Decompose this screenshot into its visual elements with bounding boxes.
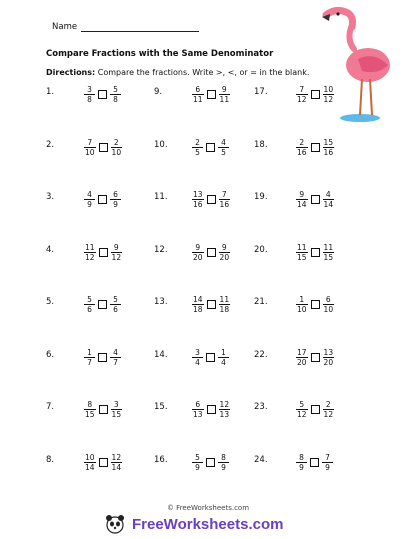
worksheet-title: Compare Fractions with the Same Denominator	[46, 49, 274, 59]
numerator: 1	[299, 295, 305, 304]
numerator: 11	[297, 242, 307, 252]
fraction-comparison	[296, 400, 334, 419]
problem	[254, 138, 354, 170]
denominator: 13	[219, 410, 230, 419]
denominator: 15	[85, 410, 95, 419]
flamingo-eye	[336, 12, 339, 15]
denominator: 14	[297, 200, 307, 209]
answer-box[interactable]	[311, 90, 320, 99]
numerator: 7	[221, 190, 227, 199]
denominator: 9	[87, 200, 92, 209]
fraction	[84, 85, 95, 104]
problem-number: 16.	[154, 454, 168, 465]
fraction	[111, 400, 123, 419]
problem-number: 11.	[154, 192, 168, 202]
fraction	[192, 243, 204, 262]
name-row	[52, 22, 199, 32]
numerator: 11	[85, 242, 95, 252]
numerator: 9	[221, 242, 227, 252]
problem-number: 19.	[254, 192, 268, 202]
directions	[46, 68, 309, 77]
fraction	[323, 243, 335, 262]
problem-number: 22.	[254, 349, 268, 360]
numerator: 3	[87, 85, 92, 94]
denominator: 11	[193, 95, 203, 104]
problem-number: 15.	[154, 402, 168, 412]
numerator: 2	[195, 137, 200, 147]
numerator: 2	[325, 400, 331, 409]
problem	[154, 295, 254, 327]
fraction	[296, 348, 308, 367]
fraction	[110, 348, 121, 367]
denominator: 9	[113, 200, 118, 209]
problem-number: 21.	[254, 297, 268, 307]
answer-box[interactable]	[207, 90, 216, 99]
answer-box[interactable]	[311, 353, 320, 362]
problem-number: 18.	[254, 139, 268, 150]
numerator: 6	[325, 295, 331, 304]
fraction	[84, 400, 96, 419]
denominator: 12	[111, 252, 122, 262]
fraction-comparison	[84, 138, 122, 157]
problem-number: 20.	[254, 244, 268, 255]
problem	[254, 295, 354, 327]
denominator: 16	[193, 200, 203, 209]
numerator: 9	[113, 242, 119, 252]
problem-number: 17.	[254, 87, 268, 97]
numerator: 7	[325, 452, 330, 462]
answer-box[interactable]	[311, 195, 320, 204]
fraction-comparison	[192, 138, 229, 157]
problem	[254, 190, 354, 222]
denominator: 7	[113, 357, 118, 367]
problem-number: 14.	[154, 349, 168, 360]
fraction	[218, 453, 229, 472]
denominator: 20	[193, 252, 203, 262]
fraction	[219, 85, 231, 104]
fraction-comparison	[84, 190, 121, 209]
numerator: 10	[85, 452, 95, 462]
fraction-comparison	[192, 243, 230, 262]
problem	[154, 85, 254, 117]
fraction-comparison	[84, 295, 121, 314]
brand-name: FreeWorksheets.com	[132, 515, 284, 533]
fraction	[323, 85, 335, 104]
fraction	[111, 243, 123, 262]
fraction-comparison	[192, 400, 230, 419]
denominator: 12	[297, 410, 307, 419]
fraction	[219, 243, 231, 262]
fraction	[322, 453, 333, 472]
answer-box[interactable]	[99, 143, 108, 152]
problem-number: 3.	[46, 192, 55, 202]
numerator: 4	[87, 190, 92, 199]
flamingo-head	[326, 10, 353, 27]
flamingo-leg-right	[370, 79, 372, 115]
fraction	[192, 138, 203, 157]
denominator: 16	[219, 200, 230, 209]
fraction	[218, 138, 229, 157]
denominator: 20	[323, 357, 334, 367]
numerator: 9	[221, 85, 227, 94]
denominator: 4	[221, 357, 226, 367]
fraction	[192, 348, 203, 367]
denominator: 20	[219, 252, 230, 262]
problem	[254, 243, 354, 275]
numerator: 11	[219, 295, 230, 304]
numerator: 6	[195, 400, 201, 409]
numerator: 8	[221, 452, 226, 462]
answer-box[interactable]	[99, 248, 108, 257]
denominator: 7	[87, 357, 92, 367]
answer-box[interactable]	[311, 248, 320, 257]
numerator: 1	[87, 347, 92, 357]
fraction	[219, 400, 231, 419]
denominator: 6	[87, 305, 92, 314]
answer-box[interactable]	[98, 90, 107, 99]
fraction-comparison	[84, 85, 121, 104]
denominator: 12	[323, 95, 334, 104]
numerator: 17	[297, 347, 307, 357]
problem-number: 4.	[46, 244, 55, 255]
answer-box[interactable]	[98, 353, 107, 362]
numerator: 4	[221, 137, 226, 147]
denominator: 8	[87, 95, 92, 104]
fraction-comparison	[296, 138, 334, 157]
denominator: 16	[323, 147, 334, 157]
fraction-comparison	[192, 348, 229, 367]
numerator: 9	[195, 242, 201, 252]
fraction	[192, 453, 203, 472]
numerator: 7	[87, 137, 93, 147]
denominator: 15	[297, 252, 307, 262]
answer-box[interactable]	[207, 248, 216, 257]
problem	[46, 453, 146, 485]
answer-box[interactable]	[206, 143, 215, 152]
numerator: 15	[323, 137, 334, 147]
denominator: 12	[323, 410, 334, 419]
denominator: 12	[85, 252, 95, 262]
denominator: 4	[195, 357, 200, 367]
fraction	[110, 85, 121, 104]
answer-box[interactable]	[99, 405, 108, 414]
denominator: 20	[297, 357, 307, 367]
name-blank[interactable]	[81, 22, 199, 32]
answer-box[interactable]	[98, 300, 107, 309]
problem-number: 12.	[154, 244, 168, 255]
numerator: 6	[195, 85, 201, 94]
denominator: 5	[221, 147, 226, 157]
fraction	[296, 295, 308, 314]
fraction-comparison	[296, 85, 334, 104]
directions-text: Compare the fractions. Write >, <, or = in the blank.	[95, 68, 310, 77]
problem	[46, 190, 146, 222]
denominator: 12	[297, 95, 307, 104]
numerator: 6	[113, 190, 118, 199]
numerator: 5	[195, 452, 200, 462]
numerator: 10	[323, 85, 334, 94]
denominator: 18	[193, 305, 203, 314]
denominator: 14	[111, 462, 122, 472]
fraction	[84, 190, 95, 209]
numerator: 3	[113, 400, 119, 409]
numerator: 5	[113, 85, 118, 94]
problem	[254, 400, 354, 432]
answer-box[interactable]	[311, 405, 320, 414]
answer-box[interactable]	[207, 195, 216, 204]
fraction	[84, 243, 96, 262]
fraction-comparison	[296, 295, 334, 314]
problem	[154, 400, 254, 432]
fraction-comparison	[84, 243, 122, 262]
fraction	[296, 243, 308, 262]
fraction	[219, 190, 231, 209]
numerator: 2	[299, 137, 305, 147]
denominator: 18	[219, 305, 230, 314]
denominator: 15	[323, 252, 334, 262]
problem	[46, 400, 146, 432]
fraction	[296, 453, 307, 472]
numerator: 13	[193, 190, 203, 199]
flamingo-neck	[349, 25, 354, 49]
fraction	[323, 138, 335, 157]
fraction-comparison	[192, 295, 230, 314]
denominator: 9	[325, 462, 330, 472]
directions-label: Directions:	[46, 68, 96, 77]
fraction	[192, 295, 204, 314]
fraction	[296, 190, 308, 209]
fraction	[218, 348, 229, 367]
numerator: 13	[323, 347, 334, 357]
denominator: 9	[195, 462, 200, 472]
problem-number: 8.	[46, 454, 55, 465]
denominator: 5	[195, 147, 200, 157]
numerator: 12	[219, 400, 230, 409]
fraction	[323, 295, 335, 314]
problem	[46, 85, 146, 117]
problem-number: 23.	[254, 402, 268, 412]
numerator: 4	[113, 347, 118, 357]
numerator: 5	[87, 295, 92, 304]
fraction	[323, 400, 335, 419]
fraction-comparison	[84, 348, 121, 367]
denominator: 10	[111, 147, 122, 157]
flamingo-leg-left	[360, 79, 362, 115]
problem	[46, 295, 146, 327]
numerator: 14	[193, 295, 203, 304]
fraction-comparison	[296, 348, 334, 367]
answer-box[interactable]	[207, 405, 216, 414]
numerator: 8	[87, 400, 93, 409]
numerator: 3	[195, 347, 200, 357]
denominator: 6	[113, 305, 118, 314]
denominator: 16	[297, 147, 307, 157]
answer-box[interactable]	[311, 300, 320, 309]
fraction	[111, 138, 123, 157]
problem	[154, 348, 254, 380]
denominator: 10	[323, 305, 334, 314]
denominator: 9	[221, 462, 226, 472]
fraction	[192, 400, 204, 419]
fraction-comparison	[84, 400, 122, 419]
fraction	[296, 85, 308, 104]
numerator: 4	[325, 190, 331, 199]
numerator: 1	[221, 347, 226, 357]
answer-box[interactable]	[207, 300, 216, 309]
panda-logo-icon	[104, 514, 126, 534]
numerator: 5	[113, 295, 118, 304]
fraction-comparison	[296, 453, 333, 472]
problem-number: 13.	[154, 297, 168, 307]
denominator: 11	[219, 95, 230, 104]
answer-box[interactable]	[206, 458, 215, 467]
fraction	[84, 453, 96, 472]
problem	[154, 243, 254, 275]
numerator: 2	[113, 137, 119, 147]
denominator: 15	[111, 410, 122, 419]
problem	[154, 190, 254, 222]
problem	[254, 85, 354, 117]
denominator: 13	[193, 410, 203, 419]
problem-number: 2.	[46, 139, 55, 150]
problem	[46, 243, 146, 275]
problem-number: 7.	[46, 402, 55, 412]
denominator: 8	[113, 95, 118, 104]
answer-box[interactable]	[99, 458, 108, 467]
answer-box[interactable]	[311, 143, 320, 152]
problem-number: 9.	[154, 87, 163, 97]
numerator: 9	[299, 190, 305, 199]
brand-row	[104, 514, 283, 534]
problem-number: 5.	[46, 297, 55, 307]
problem	[254, 453, 354, 485]
denominator: 9	[299, 462, 304, 472]
numerator: 11	[323, 242, 334, 252]
fraction-comparison	[296, 243, 334, 262]
problem-number: 1.	[46, 87, 55, 97]
numerator: 7	[299, 85, 305, 94]
fraction-comparison	[192, 190, 230, 209]
fraction	[84, 295, 95, 314]
fraction	[111, 453, 123, 472]
answer-box[interactable]	[310, 458, 319, 467]
denominator: 14	[323, 200, 334, 209]
footer-url: © FreeWorksheets.com	[166, 504, 250, 512]
problem	[46, 348, 146, 380]
fraction	[296, 400, 308, 419]
problem	[154, 453, 254, 485]
fraction	[219, 295, 231, 314]
fraction-comparison	[192, 453, 229, 472]
problem	[46, 138, 146, 170]
fraction-comparison	[296, 190, 334, 209]
fraction	[110, 295, 121, 314]
fraction-comparison	[84, 453, 122, 472]
fraction	[110, 190, 121, 209]
fraction	[84, 348, 95, 367]
name-label: Name	[52, 22, 78, 32]
denominator: 10	[85, 147, 95, 157]
fraction	[323, 190, 335, 209]
numerator: 12	[111, 452, 122, 462]
problem-number: 6.	[46, 349, 55, 360]
numerator: 5	[299, 400, 305, 409]
problem-number: 24.	[254, 454, 268, 465]
problem-number: 10.	[154, 139, 168, 150]
problem	[154, 138, 254, 170]
fraction-comparison	[192, 85, 230, 104]
problem	[254, 348, 354, 380]
fraction	[84, 138, 96, 157]
fraction	[323, 348, 335, 367]
answer-box[interactable]	[206, 353, 215, 362]
denominator: 10	[297, 305, 307, 314]
fraction	[192, 190, 204, 209]
answer-box[interactable]	[98, 195, 107, 204]
fraction	[192, 85, 204, 104]
denominator: 14	[85, 462, 95, 472]
fraction	[296, 138, 308, 157]
numerator: 8	[299, 452, 304, 462]
